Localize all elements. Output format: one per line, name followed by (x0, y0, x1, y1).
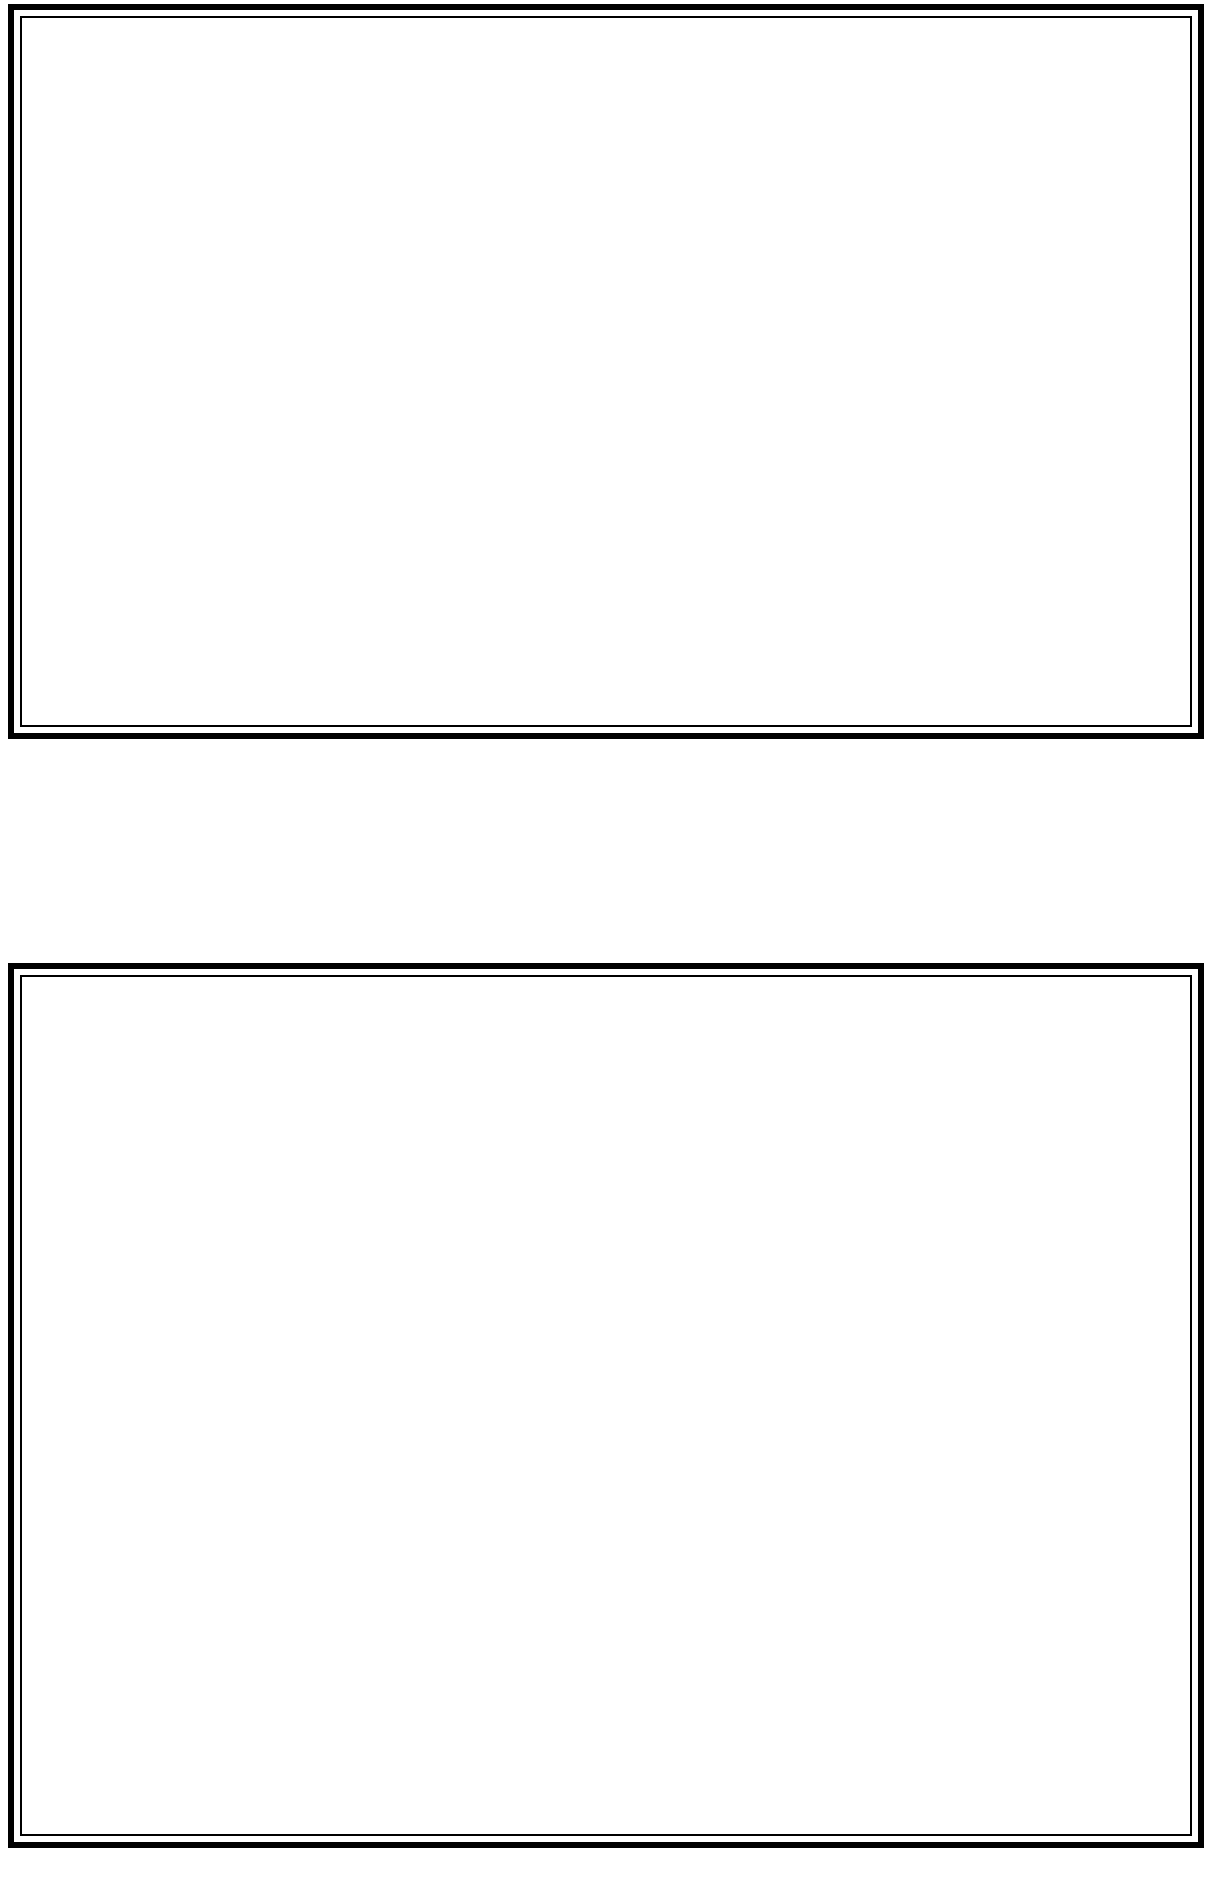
top-page-columns (22, 18, 1190, 725)
bottom-page-columns (22, 977, 1190, 1834)
bottom-page (8, 963, 1204, 1848)
top-page (8, 4, 1204, 739)
top-page-frame (20, 16, 1192, 727)
bottom-page-frame (20, 975, 1192, 1836)
